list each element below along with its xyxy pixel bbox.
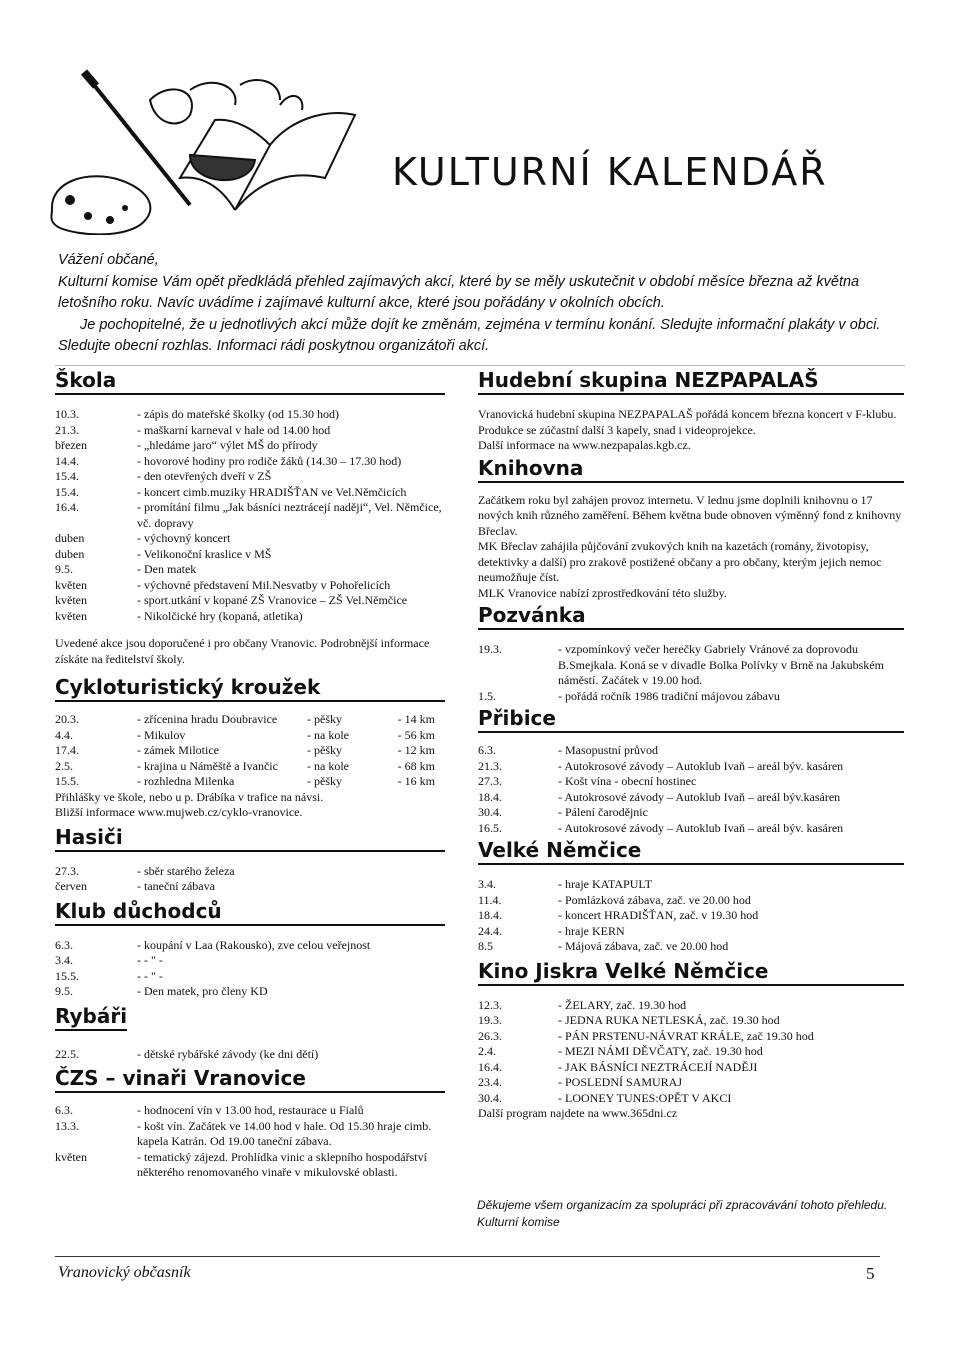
section-heading-kino: Kino Jiskra Velké Němčice — [478, 959, 904, 986]
footer-divider — [55, 1256, 880, 1257]
right-column — [478, 368, 908, 1122]
skola-list — [55, 407, 455, 624]
section-heading-velke: Velké Němčice — [478, 838, 904, 865]
section-heading-cyklo: Cykloturistický kroužek — [55, 675, 445, 702]
list-item: 30.4. - Pálení čarodějnic — [478, 805, 648, 819]
thanks-signature: Kulturní komise — [477, 1215, 560, 1229]
list-item: 16.5. - Autokrosové závody – Autoklub Ivaň – areál býv. kasáren — [478, 820, 844, 835]
table-row: 4.4. - Mikulov - na kole - 56 km — [55, 727, 435, 742]
list-item: 6.3. - Masopustní průvod — [478, 743, 658, 757]
list-item: 1.5. - pořádá ročník 1986 tradiční májovou zábavu — [478, 688, 780, 703]
hudebni-paragraph: Vranovická hudební skupina NEZPAPALAŠ pořádá koncem března koncert v F-klubu. — [478, 407, 897, 421]
section-heading-pribice: Přibice — [478, 706, 904, 733]
hudebni-paragraph: Další informace na www.nezpapalas.kgb.cz. — [478, 438, 691, 452]
section-heading-pozvanka: Pozvánka — [478, 603, 904, 630]
list-item: květen - Nikolčické hry (kopaná, atletika) — [55, 608, 303, 623]
thanks-note — [477, 1197, 897, 1231]
section-heading-klub: Klub důchodců — [55, 899, 445, 926]
thanks-line: Děkujeme všem organizacím za spolupráci při zpracovávání tohoto přehledu. — [477, 1198, 888, 1212]
section-heading-rybari: Rybáři — [55, 1004, 127, 1031]
left-column — [55, 368, 455, 1181]
list-item: 19.3. - JEDNA RUKA NETLESKÁ, zač. 19.30 hod — [478, 1013, 780, 1027]
pozvanka-list — [478, 642, 908, 704]
list-item: 8.5 - Májová zábava, zač. ve 20.00 hod — [478, 939, 729, 953]
list-item: 22.5. - dětské rybářské závody (ke dni dětí) — [55, 1046, 319, 1061]
pribice-list — [478, 743, 908, 836]
footer-publication-name: Vranovický občasník — [58, 1264, 191, 1281]
klub-list — [55, 938, 455, 1000]
list-item: květen - tematický zájezd. Prohlídka vinic a sklepního hospodářství některého renomovaného vinaře v mikulovské oblasti. — [55, 1149, 427, 1179]
czs-list — [55, 1103, 455, 1181]
list-item: 6.3. - hodnocení vín v 13.00 hod, restaurace u Fialů — [55, 1103, 364, 1117]
knihovna-paragraph: MK Břeclav zahájila půjčování zvukových knih na kazetách (romány, životopisy, detektivky a další) pro zrakově postižené občany a pro občany, kterým jejich nemoc neumožňuje číst. — [478, 539, 882, 584]
list-item: 9.5. - Den matek, pro členy KD — [55, 984, 268, 998]
section-heading-skola: Škola — [55, 368, 445, 395]
list-item: 3.4. - hraje KATAPULT — [478, 877, 652, 891]
hudebni-text — [478, 407, 908, 454]
section-heading-knihovna: Knihovna — [478, 456, 904, 483]
knihovna-text — [478, 493, 908, 602]
list-item: 24.4. - hraje KERN — [478, 923, 625, 938]
list-item: 12.3. - ŽELARY, zač. 19.30 hod — [478, 997, 687, 1012]
cyklo-note-1: Přihlášky ve škole, nebo u p. Drábíka v trafice na návsi. — [55, 789, 324, 804]
kino-note: Další program najdete na www.365dni.cz — [478, 1106, 678, 1120]
table-row: 17.4. - zámek Milotice - pěšky - 12 km — [55, 743, 435, 757]
intro-paragraph-2: Je pochopitelné, že u jednotlivých akcí může dojít ke změnám, zejména v termínu konání. Sledujte informační plakáty v obci. Sledujte obecní rozhlas. Informaci rádi poskytnou organizátoři akcí. — [58, 316, 881, 354]
hudebni-paragraph: Produkce se zúčastní další 3 kapely, snad i videoprojekce. — [478, 422, 756, 437]
list-item: 27.3. - sběr starého železa — [55, 863, 235, 878]
palette-book-illustration — [40, 60, 370, 235]
divider — [55, 365, 905, 366]
list-item: 16.4. - JAK BÁSNÍCI NEZTRÁCEJÍ NADĚJI — [478, 1059, 758, 1074]
intro-text — [58, 250, 903, 358]
hasici-list — [55, 864, 455, 895]
section-heading-hasici: Hasiči — [55, 825, 445, 852]
list-item: 15.4. - koncert cimb.muziky HRADIŠŤAN ve Vel.Němčicích — [55, 484, 407, 499]
list-item: 21.3. - Autokrosové závody – Autoklub Ivaň – areál býv. kasáren — [478, 758, 844, 773]
page-title: KULTURNÍ KALENDÁŘ — [392, 150, 828, 194]
list-item: květen - výchovné představení Mil.Nesvatby v Pohořelicích — [55, 577, 391, 592]
list-item: 30.4. - LOONEY TUNES:OPĚT V AKCI — [478, 1090, 732, 1105]
list-item: 3.4. - - " - — [55, 953, 163, 967]
list-item: 2.4. - MEZI NÁMI DĚVČATY, zač. 19.30 hod — [478, 1044, 763, 1058]
list-item: 23.4. - POSLEDNÍ SAMURAJ — [478, 1075, 683, 1089]
skola-note: Uvedené akce jsou doporučené i pro občany Vranovic. Podrobnější informace získáte na ředitelství školy. — [55, 636, 430, 666]
list-item: 9.5. - Den matek — [55, 562, 197, 576]
section-heading-hudebni: Hudební skupina NEZPAPALAŠ — [478, 368, 904, 395]
list-item: 21.3. - maškarní karneval v hale od 14.00 hod — [55, 422, 331, 437]
list-item: květen - sport.utkání v kopané ZŠ Vranovice – ZŠ Vel.Němčice — [55, 593, 408, 607]
page-number: 5 — [866, 1264, 875, 1283]
list-item: 11.4. - Pomlázková zábava, zač. ve 20.00 hod — [478, 892, 751, 907]
list-item: 18.4. - koncert HRADIŠŤAN, zač. v 19.30 hod — [478, 908, 759, 922]
knihovna-paragraph: Začátkem roku byl zahájen provoz internetu. V lednu jsme doplnili knihovnu o 17 nových knih různého zaměření. Během května bude obnoven výměnný fond z knihovny Břeclav. — [478, 492, 902, 538]
list-item: 16.4. - promítání filmu „Jak básníci neztrácejí naději“, Vel. Němčice, vč. dopravy — [55, 500, 442, 530]
list-item: duben - Velikonoční kraslice v MŠ — [55, 546, 272, 561]
list-item: 27.3. - Košt vína - obecní hostinec — [478, 774, 697, 788]
cyklo-list — [55, 712, 455, 790]
list-item: 18.4. - Autokrosové závody – Autoklub Ivaň – areál býv.kasáren — [478, 789, 841, 804]
list-item: duben - výchovný koncert — [55, 531, 231, 545]
intro-greeting: Vážení občané, — [58, 252, 159, 268]
list-item: 26.3. - PÁN PRSTENU-NÁVRAT KRÁLE, zač 19.30 hod — [478, 1028, 814, 1043]
knihovna-paragraph: MLK Vranovice nabízí zprostředkování této služby. — [478, 585, 727, 600]
table-row: 15.5. - rozhledna Milenka - pěšky - 16 km — [55, 774, 435, 788]
list-item: 13.3. - košt vín. Začátek ve 14.00 hod v hale. Od 15.30 hraje cimb. kapela Katrán. Od 19.00 taneční zábava. — [55, 1118, 432, 1148]
intro-paragraph-1: Kulturní komise Vám opět předkládá přehled zajímavých akcí, které by se měly uskutečnit v období měsíce března až května letošního roku. Navíc uvádíme i zajímavé kulturní akce, které jsou pořádány v okolních obcích. — [58, 273, 860, 311]
cyklo-note-2: Bližší informace www.mujweb.cz/cyklo-vranovice. — [55, 805, 303, 819]
section-heading-czs: ČZS – vinaři Vranovice — [55, 1066, 445, 1093]
list-item: 10.3. - zápis do mateřské školky (od 15.30 hod) — [55, 407, 339, 421]
list-item: červen - taneční zábava — [55, 879, 215, 893]
table-row: 2.5. - krajina u Náměště a Ivančic - na kole - 68 km — [55, 758, 435, 773]
list-item: 14.4. - hovorové hodiny pro rodiče žáků (14.30 – 17.30 hod) — [55, 453, 402, 468]
list-item: březen - „hledáme jaro“ výlet MŠ do přírody — [55, 438, 318, 452]
list-item: 15.4. - den otevřených dveří v ZŠ — [55, 469, 272, 483]
rybari-list — [55, 1047, 455, 1063]
kino-list — [478, 998, 908, 1107]
list-item: 19.3. - vzpomínkový večer herečky Gabriely Vránové za doprovodu B.Smejkala. Koná se v divadle Bolka Polívky v Brně na Jakubském náměstí. Začátek v 19.00 hod. — [478, 642, 884, 687]
table-row: 20.3. - zřícenina hradu Doubravice - pěšky - 14 km — [55, 712, 435, 726]
list-item: 6.3. - koupání v Laa (Rakousko), zve celou veřejnost — [55, 937, 371, 952]
velke-list — [478, 877, 908, 955]
list-item: 15.5. - - " - — [55, 968, 163, 983]
